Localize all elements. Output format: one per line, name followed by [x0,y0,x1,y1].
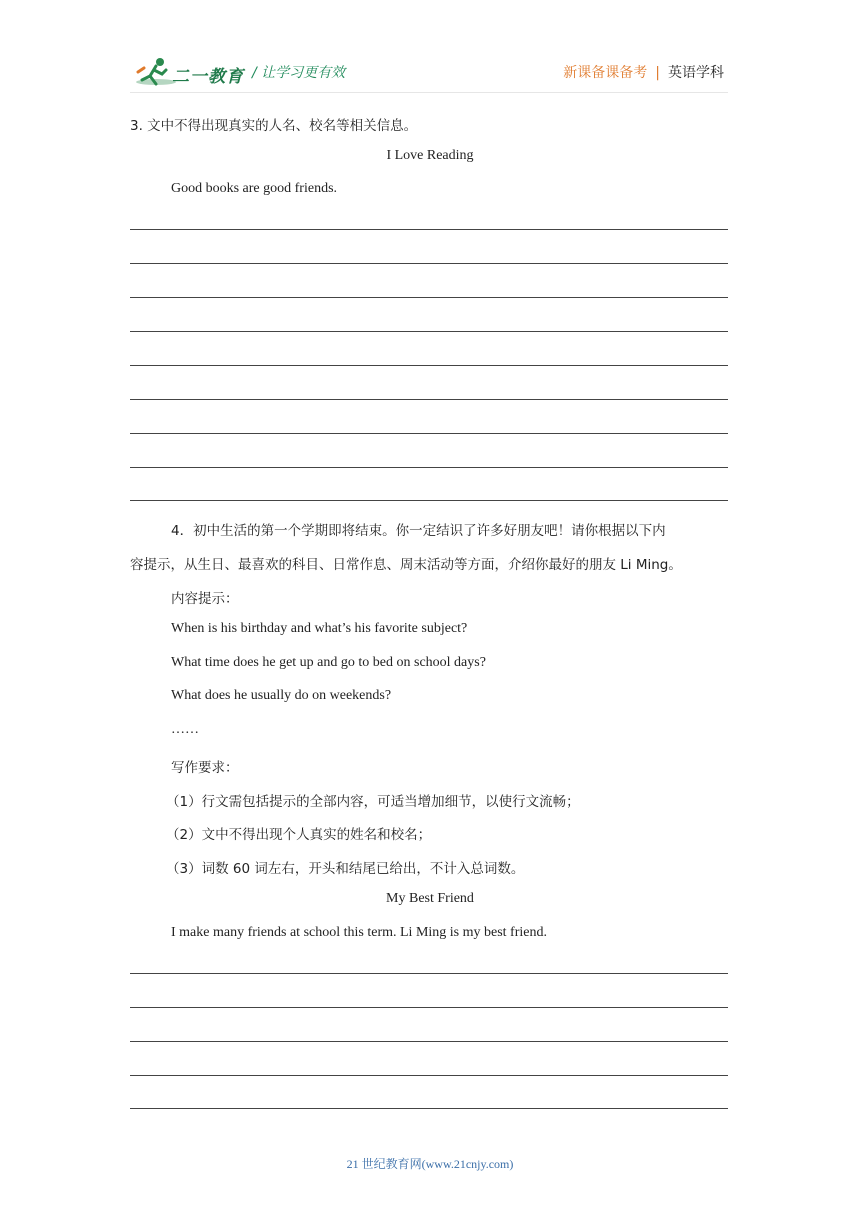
header-left-tag: 新课备课备考 [563,65,648,81]
requirements-label: 写作要求： [171,760,239,776]
writing-line[interactable] [130,500,728,501]
section4-prompt-line1: 4．初中生活的第一个学期即将结束。你一定结识了许多好朋友吧！请你根据以下内 [171,523,666,539]
writing-line[interactable] [130,263,728,264]
requirement-item: （3）词数 60 词左右，开头和结尾已给出，不计入总词数。 [166,861,525,877]
writing-line[interactable] [130,1075,728,1076]
writing-line[interactable] [130,1007,728,1008]
hints-label: 内容提示： [171,591,239,607]
writing-line[interactable] [130,1108,728,1109]
header-separator: | [655,65,660,81]
writing-line[interactable] [130,1041,728,1042]
section3-opening: Good books are good friends. [171,181,338,196]
hint-item: What does he usually do on weekends? [171,688,392,703]
section4-opening: I make many friends at school this term. Li Ming is my best friend. [171,925,547,940]
requirement-item: （1）行文需包括提示的全部内容，可适当增加细节，以使行文流畅； [166,794,580,810]
header-subject: 英语学科 [668,65,724,81]
writing-line[interactable] [130,365,728,366]
writing-line[interactable] [130,973,728,974]
requirement-item: （2）文中不得出现个人真实的姓名和校名； [166,827,432,843]
writing-line[interactable] [130,331,728,332]
writing-line[interactable] [130,399,728,400]
section3-title: I Love Reading [386,148,474,163]
logo-text: 二一教育 [172,67,244,87]
section4-title: My Best Friend [386,891,474,906]
section4-prompt-line2: 容提示，从生日、最喜欢的科目、日常作息、周末活动等方面，介绍你最好的朋友 Li Ming。 [130,557,682,573]
header-subject-tag [563,62,724,82]
header-divider [130,92,728,93]
hint-item: When is his birthday and what’s his favorite subject? [171,621,468,636]
writing-line[interactable] [130,433,728,434]
writing-line[interactable] [130,297,728,298]
hint-ellipsis: …… [171,722,199,737]
writing-line[interactable] [130,229,728,230]
section3-note: 3. 文中不得出现真实的人名、校名等相关信息。 [130,118,418,134]
writing-line[interactable] [130,467,728,468]
page-footer: 21 世纪教育网(www.21cnjy.com) [346,1157,514,1171]
page-header [0,0,860,100]
hint-item: What time does he get up and go to bed on school days? [171,655,486,670]
header-slogan: / 让学习更有效 [252,65,346,81]
